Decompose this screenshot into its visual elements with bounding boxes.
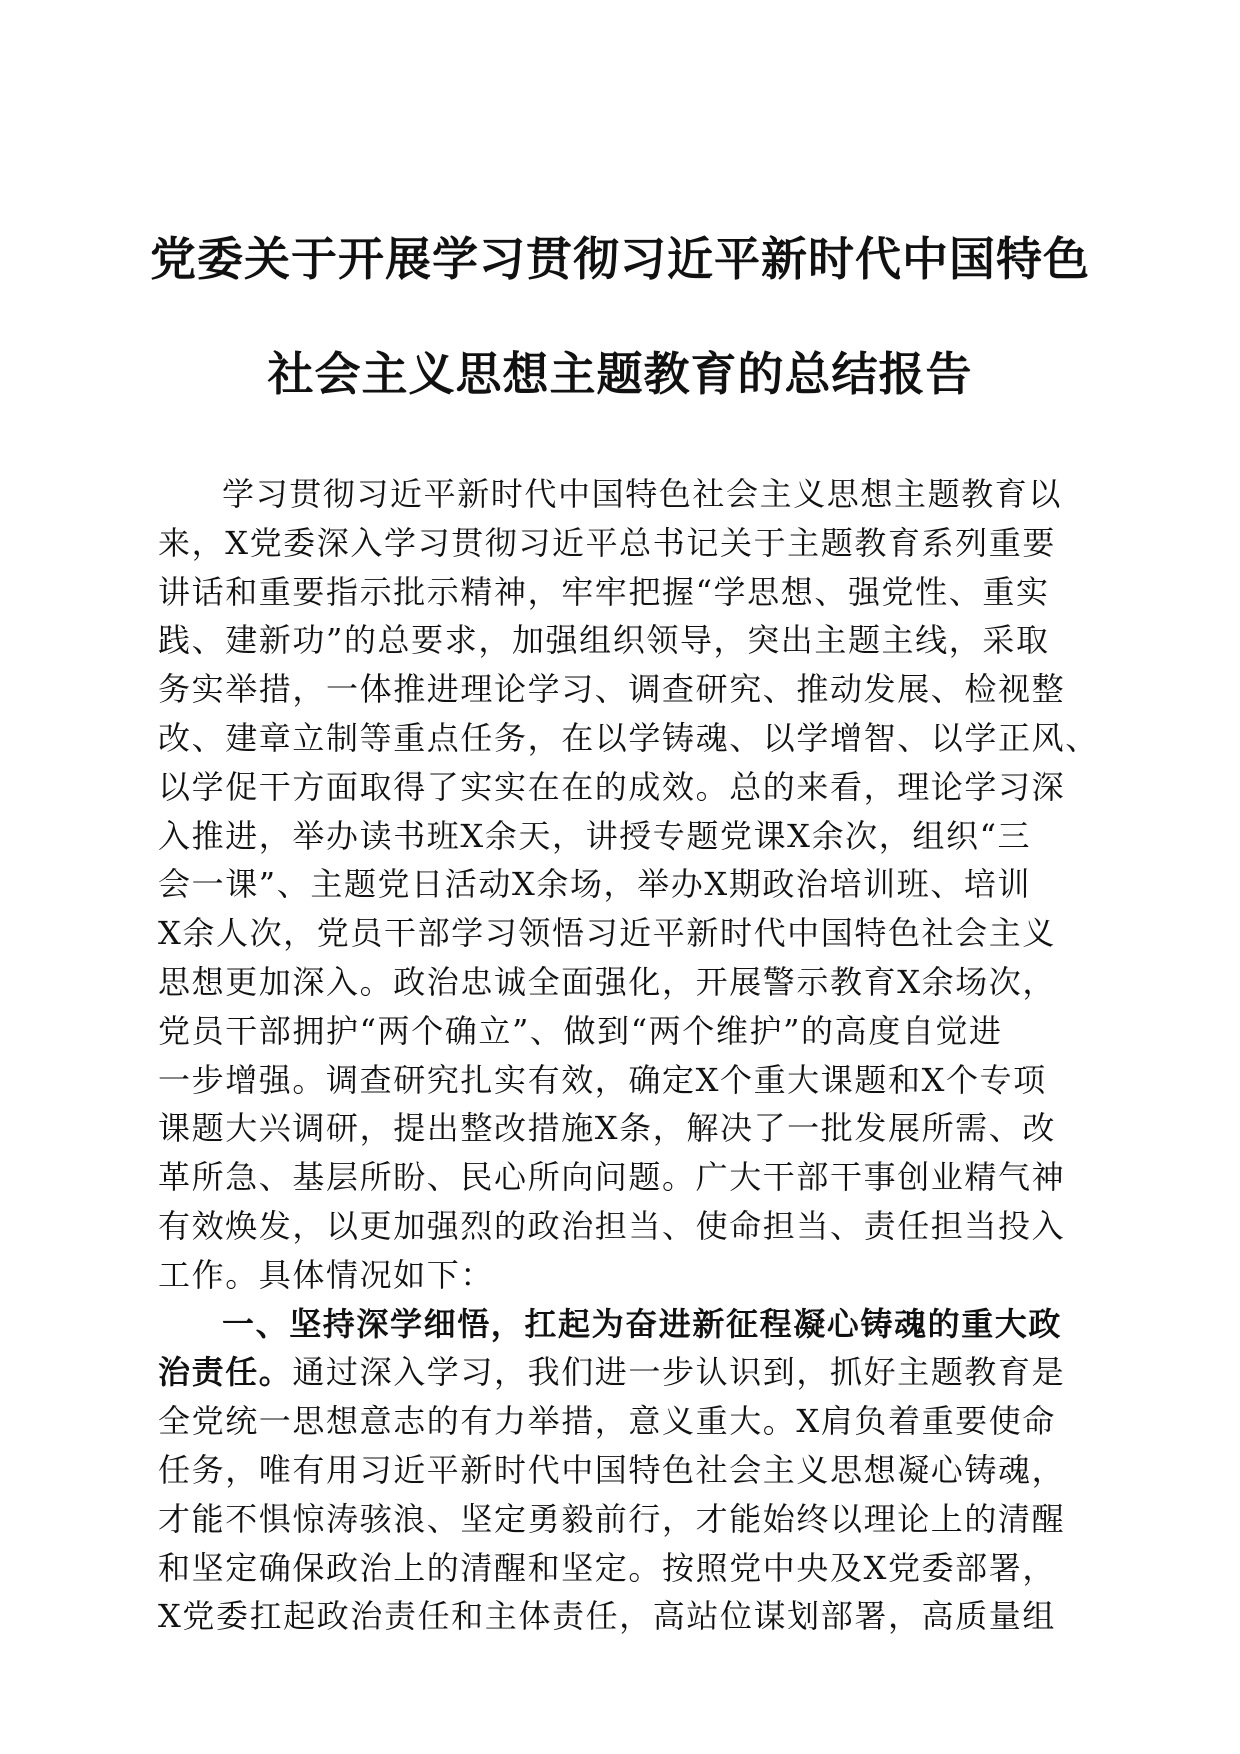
document-title-line-2: 社会主义思想主题教育的总结报告 [267,347,973,401]
paragraph-line: 讲话和重要指示批示精神，牢牢把握“学思想、强党性、重实 [158,572,1050,611]
paragraph-line: X党委扛起政治责任和主体责任，高站位谋划部署，高质量组 [158,1597,1056,1636]
section-1-text: 通过深入学习，我们进一步认识到，抓好主题教育是 [292,1353,1066,1392]
paragraph-line: 学习贯彻习近平新时代中国特色社会主义思想主题教育以 [222,475,1063,513]
document-title-line-1: 党委关于开展学习贯彻习近平新时代中国特色 [150,232,1090,286]
paragraph-line: 以学促干方面取得了实实在在的成效。总的来看，理论学习深 [158,767,1066,806]
paragraph-line: 革所急、基层所盼、民心所向问题。广大干部干事创业精气神 [158,1158,1066,1197]
paragraph-line: X余人次，党员干部学习领悟习近平新时代中国特色社会主义 [158,914,1056,953]
paragraph-line: 有效焕发，以更加强烈的政治担当、使命担当、责任担当投入 [158,1206,1066,1245]
paragraph-line: 才能不惧惊涛骇浪、坚定勇毅前行，才能始终以理论上的清醒 [158,1499,1066,1538]
paragraph-line: 来，X党委深入学习贯彻习近平总书记关于主题教育系列重要 [158,523,1056,562]
paragraph-line: 全党统一思想意志的有力举措，意义重大。X肩负着重要使命 [158,1402,1056,1441]
section-1-heading-end: 治责任。 [158,1353,293,1392]
paragraph-line: 会一课”、主题党日活动X余场，举办X期政治培训班、培训 [158,865,1032,904]
paragraph-line: 工作。具体情况如下： [158,1255,495,1294]
paragraph-line: 务实举措，一体推进理论学习、调查研究、推动发展、检视整 [158,670,1066,709]
paragraph-line: 一步增强。调查研究扎实有效，确定X个重大课题和X个专项 [158,1060,1047,1099]
paragraph-line: 思想更加深入。政治忠诚全面强化，开展警示教育X余场次， [158,962,1056,1001]
paragraph-line: 和坚定确保政治上的清醒和坚定。按照党中央及X党委部署， [158,1548,1056,1587]
document-body [158,470,1099,1641]
paragraph-line: 党员干部拥护“两个确立”、做到“两个维护”的高度自觉进 [158,1011,1003,1050]
section-1-heading: 一、坚持深学细悟，扛起为奋进新征程凝心铸魂的重大政 [222,1304,1063,1343]
paragraph-line: 任务，唯有用习近平新时代中国特色社会主义思想凝心铸魂， [158,1450,1066,1489]
paragraph-line: 践、建新功”的总要求，加强组织领导，突出主题主线，采取 [158,621,1050,660]
paragraph-line: 入推进，举办读书班X余天，讲授专题党课X余次，组织“三 [158,816,1032,855]
paragraph-line: 改、建章立制等重点任务，在以学铸魂、以学增智、以学正风、 [158,718,1099,757]
paragraph-line: 课题大兴调研，提出整改措施X条，解决了一批发展所需、改 [158,1109,1056,1148]
section-1-heading-continued [158,1348,1083,1397]
